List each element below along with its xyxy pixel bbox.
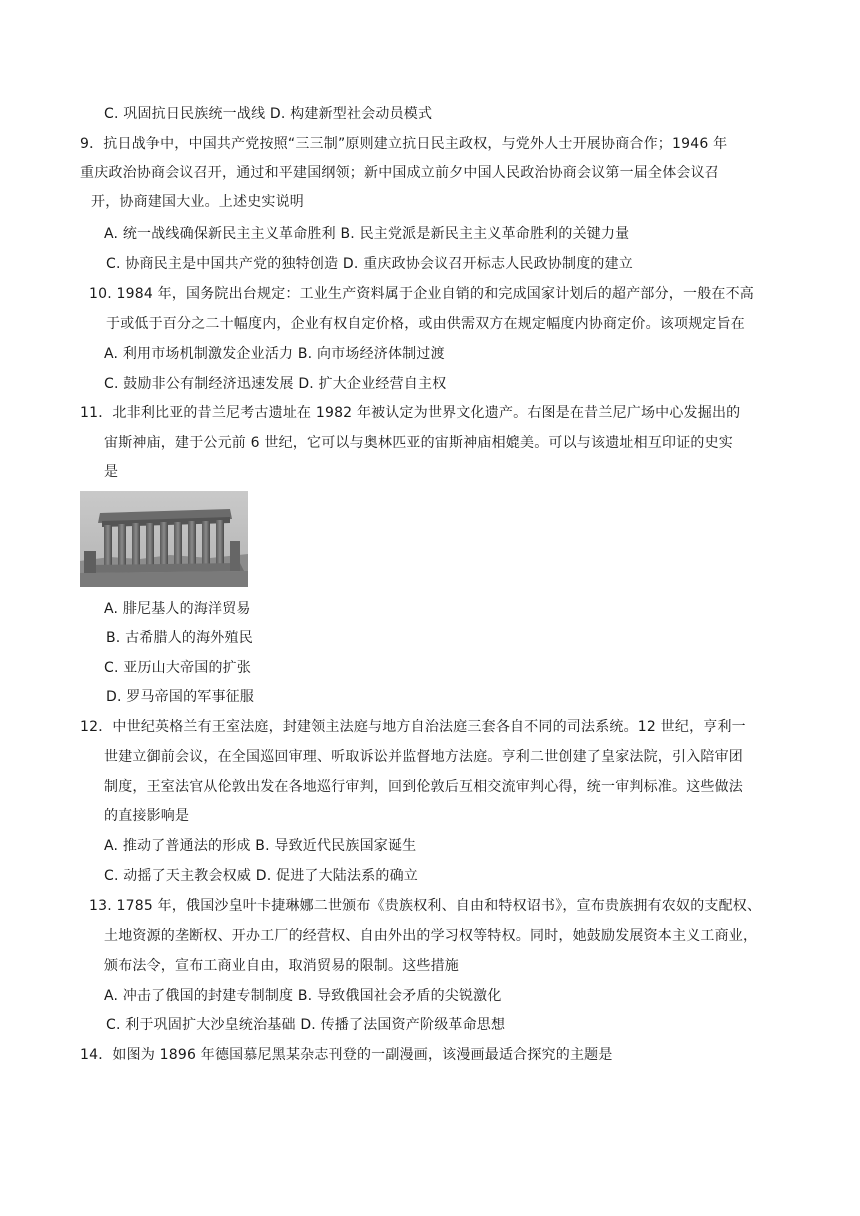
q9-stem-line-1: 9．抗日战争中，中国共产党按照“三三制”原则建立抗日民主政权，与党外人士开展协商合作；1946 年 (80, 136, 728, 152)
q11-option-d: D. 罗马帝国的军事征服 (106, 689, 255, 705)
q11-option-b: B. 古希腊人的海外殖民 (106, 630, 253, 646)
q10-stem-line-2: 于或低于百分之二十幅度内，企业有权自定价格，或由供需双方在规定幅度内协商定价。该项规定旨在 (106, 316, 745, 332)
q9-options-cd: C. 协商民主是中国共产党的独特创造 D. 重庆政协会议召开标志人民政协制度的建立 (106, 256, 634, 272)
q10-options-ab: A. 利用市场机制激发企业活力 B. 向市场经济体制过渡 (104, 346, 445, 362)
q12-stem-line-2: 世建立御前会议，在全国巡回审理、听取诉讼并监督地方法庭。亨利二世创建了皇家法院，引入陪审团 (104, 749, 743, 765)
q11-option-c: C. 亚历山大帝国的扩张 (104, 660, 252, 676)
q12-stem-line-3: 制度，王室法官从伦敦出发在各地巡行审判，回到伦敦后互相交流审判心得，统一审判标准。这些做法 (104, 779, 743, 795)
q11-option-a: A. 腓尼基人的海洋贸易 (104, 601, 251, 617)
q13-options-ab: A. 冲击了俄国的封建专制制度 B. 导致俄国社会矛盾的尖锐激化 (104, 988, 502, 1004)
q12-options-cd: C. 动摇了天主教会权威 D. 促进了大陆法系的确立 (104, 868, 419, 884)
q11-stem-line-3: 是 (104, 464, 119, 480)
q8-options-cd: C. 巩固抗日民族统一战线 D. 构建新型社会动员模式 (104, 106, 433, 122)
q13-stem-line-3: 颁布法令，宣布工商业自由，取消贸易的限制。这些措施 (104, 958, 459, 974)
q11-stem-line-1: 11．北非利比亚的昔兰尼考古遗址在 1982 年被认定为世界文化遗产。右图是在昔兰尼广场中心发掘出的 (80, 405, 741, 421)
q12-options-ab: A. 推动了普通法的形成 B. 导致近代民族国家诞生 (104, 838, 417, 854)
q13-options-cd: C. 利于巩固扩大沙皇统治基础 D. 传播了法国资产阶级革命思想 (106, 1017, 506, 1033)
q10-options-cd: C. 鼓励非公有制经济迅速发展 D. 扩大企业经营自主权 (104, 376, 447, 392)
q9-stem-line-3: 开，协商建国大业。上述史实说明 (91, 194, 304, 210)
q13-stem-line-2: 土地资源的垄断权、开办工厂的经营权、自由外出的学习权等特权。同时，她鼓励发展资本主义工商业， (104, 928, 758, 944)
q12-stem-line-4: 的直接影响是 (104, 808, 190, 824)
q9-stem-line-2: 重庆政治协商会议召开，通过和平建国纲领；新中国成立前夕中国人民政治协商会议第一届全体会议召 (80, 165, 719, 181)
temple-ruins-photo (80, 491, 248, 587)
q13-stem-line-1: 13. 1785 年，俄国沙皇叶卡捷琳娜二世颁布《贵族权利、自由和特权诏书》，宣布贵族拥有农奴的支配权、 (89, 898, 762, 914)
temple-columns-icon (80, 491, 248, 587)
q10-stem-line-1: 10. 1984 年，国务院出台规定：工业生产资料属于企业自销的和完成国家计划后的超产部分，一般在不高 (89, 286, 754, 302)
q9-options-ab: A. 统一战线确保新民主主义革命胜利 B. 民主党派是新民主主义革命胜利的关键力量 (104, 226, 630, 242)
q12-stem-line-1: 12．中世纪英格兰有王室法庭，封建领主法庭与地方自治法庭三套各自不同的司法系统。12 世纪，亨利一 (80, 719, 746, 735)
q11-stem-line-2: 宙斯神庙，建于公元前 6 世纪，它可以与奥林匹亚的宙斯神庙相媲美。可以与该遗址相互印证的史实 (104, 435, 734, 451)
q14-stem-line-1: 14．如图为 1896 年德国慕尼黑某杂志刊登的一副漫画，该漫画最适合探究的主题是 (80, 1047, 613, 1063)
